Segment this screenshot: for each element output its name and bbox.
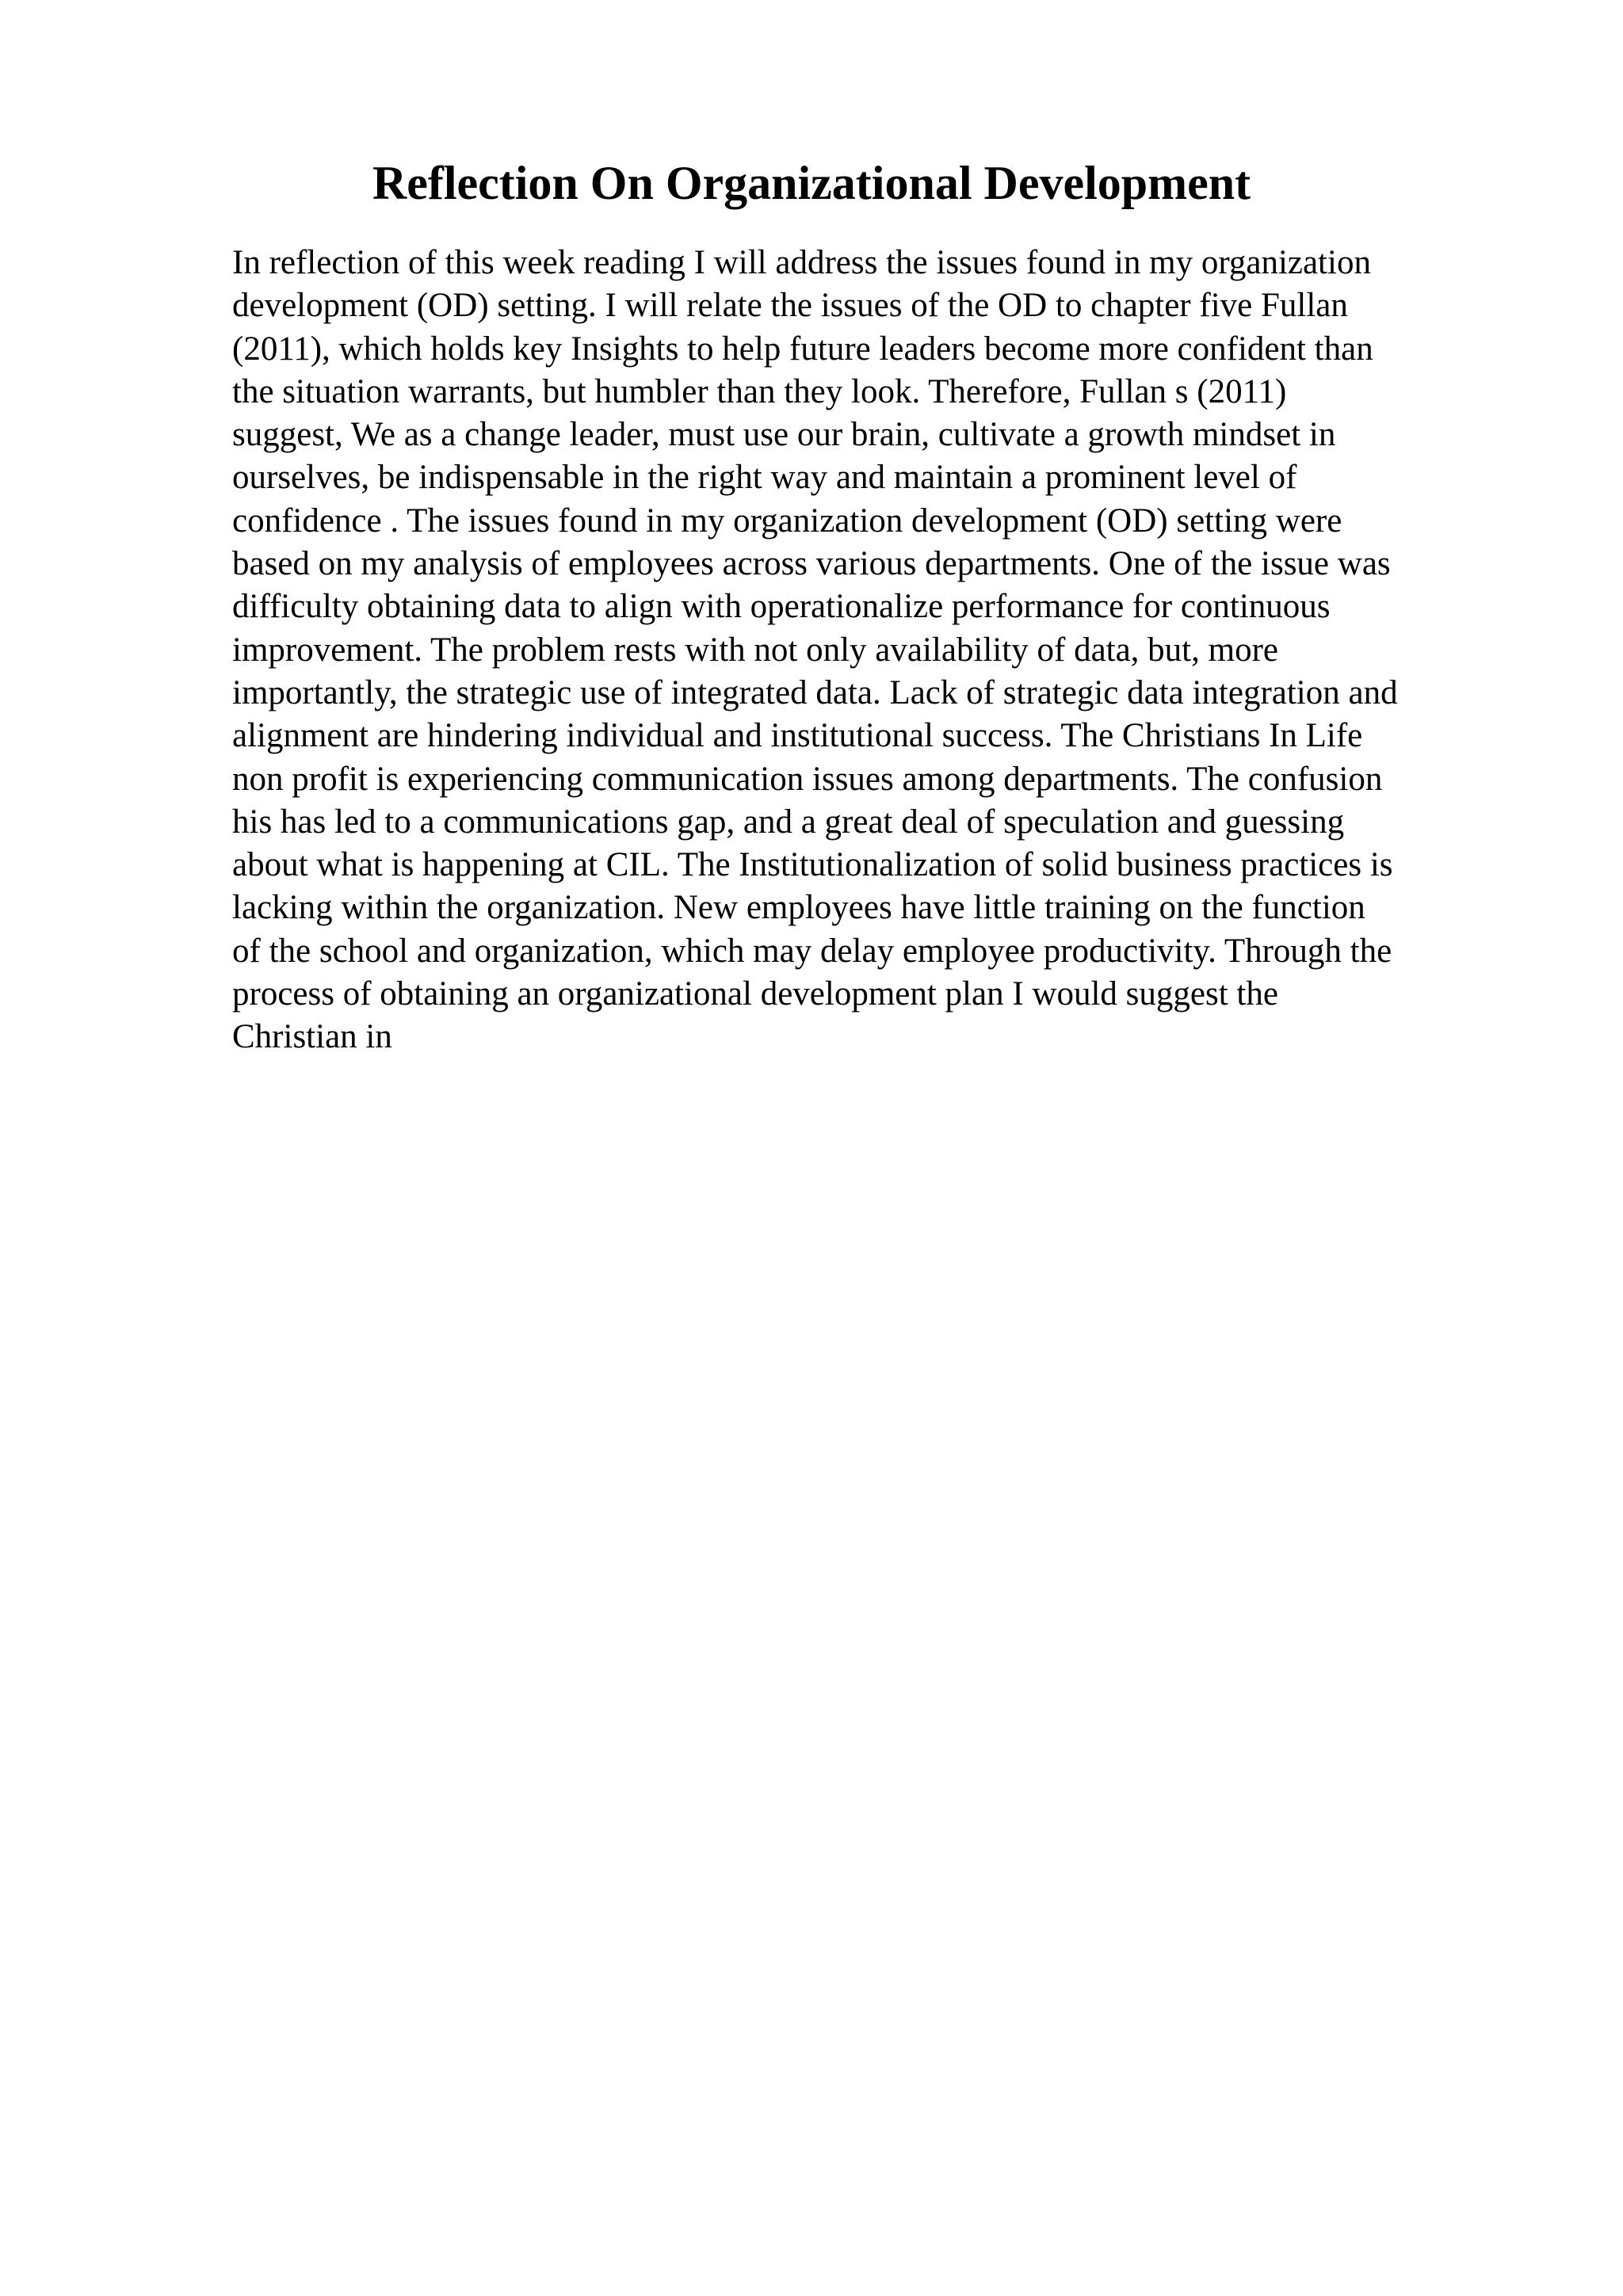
body-line: alignment are hindering individual and institutional success. The Christians In Life (232, 717, 1363, 755)
body-line: In reflection of this week reading I will address the issues found in my organization (232, 244, 1371, 281)
body-line: development (OD) setting. I will relate the issues of the OD to chapter five Fullan (232, 287, 1348, 325)
body-line: difficulty obtaining data to align with operationalize performance for continuous (232, 588, 1331, 626)
body-line: Christian in (232, 1018, 392, 1056)
body-line: of the school and organization, which may delay employee productivity. Through the (232, 932, 1392, 970)
body-line: non profit is experiencing communication issues among departments. The confusion (232, 760, 1383, 798)
body-line: the situation warrants, but humbler than they look. Therefore, Fullan s (2011) (232, 372, 1287, 410)
body-line: suggest, We as a change leader, must use our brain, cultivate a growth mindset in (232, 416, 1336, 454)
body-line: about what is happening at CIL. The Institutionalization of solid business practices is (232, 846, 1393, 884)
document-title: Reflection On Organizational Development (372, 157, 1251, 209)
body-line: process of obtaining an organizational development plan I would suggest the (232, 975, 1278, 1013)
body-line: ourselves, be indispensable in the right way and maintain a prominent level of (232, 459, 1297, 497)
body-line: improvement. The problem rests with not only availability of data, but, more (232, 631, 1278, 669)
body-line: (2011), which holds key Insights to help future leaders become more confident than (232, 330, 1373, 368)
body-line: confidence . The issues found in my organization development (OD) setting were (232, 502, 1342, 540)
document-body (232, 242, 1532, 1059)
body-line: his has led to a communications gap, and a great deal of speculation and guessing (232, 803, 1345, 841)
body-line: importantly, the strategic use of integrated data. Lack of strategic data integration and (232, 673, 1398, 711)
body-line: based on my analysis of employees across various departments. One of the issue was (232, 545, 1391, 583)
body-line: lacking within the organization. New employees have little training on the function (232, 889, 1365, 927)
